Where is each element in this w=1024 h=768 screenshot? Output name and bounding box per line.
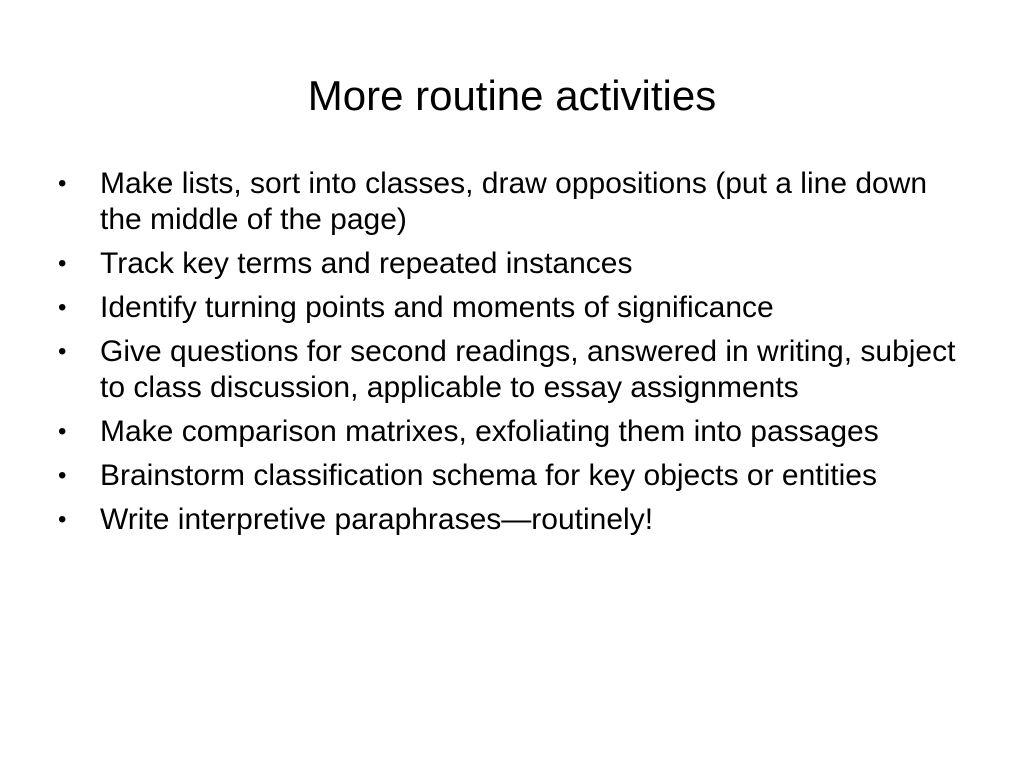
bullet-item-3 <box>58 290 958 326</box>
bullet-item-1 <box>58 166 958 238</box>
bullet-icon: • <box>58 250 67 277</box>
bullet-text: Make lists, sort into classes, draw oppositions (put a line down the middle of the page) <box>100 167 928 236</box>
bullet-item-7 <box>58 502 958 538</box>
bullet-icon: • <box>58 418 67 445</box>
bullet-icon: • <box>58 170 67 197</box>
bullet-item-2 <box>58 246 958 282</box>
bullet-item-5 <box>58 414 958 450</box>
bullet-icon: • <box>58 462 67 489</box>
bullet-text: Identify turning points and moments of significance <box>100 291 774 324</box>
bullet-text: Make comparison matrixes, exfoliating them into passages <box>100 415 879 448</box>
bullet-text: Give questions for second readings, answered in writing, subject to class discussion, applicable to essay assignments <box>100 335 956 404</box>
bullet-text: Brainstorm classification schema for key objects or entities <box>100 459 877 492</box>
bullet-item-4 <box>58 334 958 406</box>
bullet-text: Write interpretive paraphrases—routinely! <box>100 503 654 536</box>
bullet-text: Track key terms and repeated instances <box>100 247 633 280</box>
bullet-list <box>58 166 958 546</box>
bullet-icon: • <box>58 506 67 533</box>
slide-title: More routine activities <box>307 72 717 119</box>
bullet-item-6 <box>58 458 958 494</box>
bullet-icon: • <box>58 338 67 365</box>
bullet-icon: • <box>58 294 67 321</box>
